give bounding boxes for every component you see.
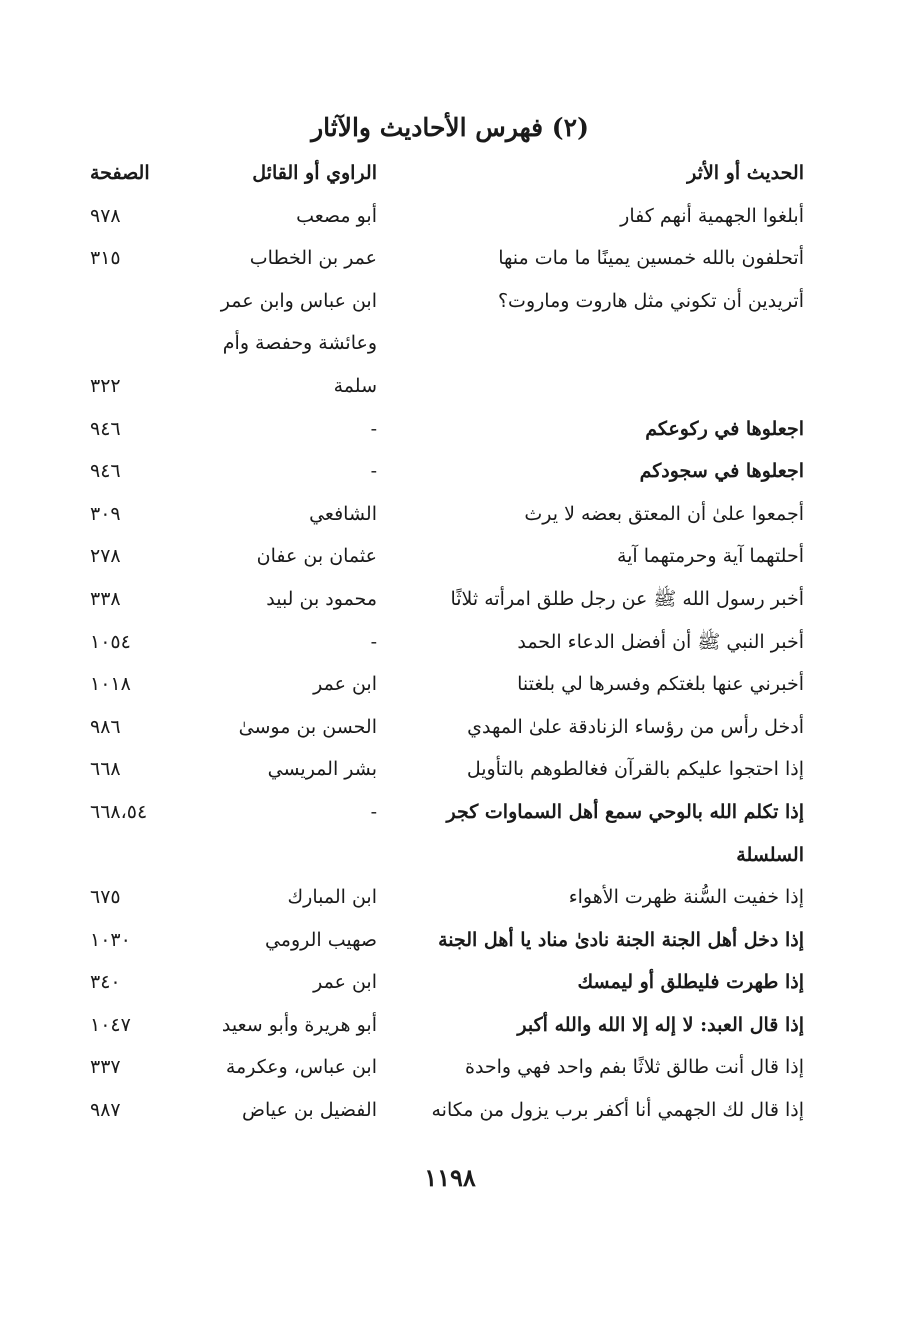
hadith-text: أحلتهما آية وحرمتهما آية	[616, 545, 804, 568]
page-ref: ١٠٤٧	[90, 1013, 131, 1036]
narrator-name: محمود بن لبيد	[266, 587, 377, 610]
table-row	[82, 706, 804, 749]
column-header-narrator: الراوي أو القائل	[252, 162, 377, 184]
narrator-name: الفضيل بن عياض	[242, 1099, 377, 1122]
page-ref: ٦٦٨	[90, 758, 121, 781]
table-header-row	[82, 152, 804, 195]
hadith-text: إذا قال العبد: لا إله إلا الله والله أكبر	[517, 1013, 804, 1036]
narrator-name: الحسن بن موسىٰ	[238, 715, 377, 738]
hadith-index-table	[82, 152, 804, 1132]
page-ref: ٣٤٠	[90, 971, 121, 994]
column-header-hadith: الحديث أو الأثر	[687, 162, 804, 184]
table-row	[82, 748, 804, 791]
page-ref: ٩٧٨	[90, 204, 121, 227]
table-row	[82, 408, 804, 451]
table-row	[82, 493, 804, 536]
table-row	[82, 919, 804, 962]
hadith-text: إذا احتجوا عليكم بالقرآن فغالطوهم بالتأويل	[466, 758, 804, 781]
table-row	[82, 876, 804, 919]
page-ref: ٣٣٨	[90, 587, 121, 610]
page-ref: ١٠١٨	[90, 673, 131, 696]
narrator-name: صهيب الرومي	[264, 928, 377, 951]
hadith-text: إذا تكلم الله بالوحي سمع أهل السماوات كجر السلسلة	[446, 800, 804, 866]
page-ref: ٦٦٨،٥٤	[90, 800, 148, 823]
hadith-text: أتريدين أن تكوني مثل هاروت وماروت؟	[497, 289, 804, 312]
page-ref: ٦٧٥	[90, 886, 121, 909]
narrator-name: ابن عمر	[313, 971, 377, 994]
table-row	[82, 578, 804, 621]
table-row	[82, 663, 804, 706]
page-ref: ٣١٥	[90, 247, 121, 270]
narrator-name: -	[370, 800, 377, 823]
column-header-page: الصفحة	[90, 162, 150, 184]
narrator-name: ابن عمر	[313, 673, 377, 696]
table-row	[82, 280, 804, 408]
table-row	[82, 791, 804, 876]
page-ref: ٩٨٧	[90, 1099, 121, 1122]
table-row	[82, 621, 804, 664]
narrator-name: أبو هريرة وأبو سعيد	[221, 1013, 377, 1036]
page-ref: ٩٤٦	[90, 460, 121, 483]
table-row	[82, 1004, 804, 1047]
page-ref: ١٠٣٠	[90, 928, 131, 951]
page-ref: ٩٨٦	[90, 715, 121, 738]
hadith-text: أخبر رسول الله ﷺ عن رجل طلق امرأته ثلاثًا	[450, 587, 804, 610]
table-row	[82, 1046, 804, 1089]
page-ref: ١٠٥٤	[90, 630, 131, 653]
hadith-text: إذا قال أنت طالق ثلاثًا بفم واحد فهي واحدة	[464, 1056, 804, 1079]
table-row	[82, 535, 804, 578]
hadith-text: إذا طهرت فليطلق أو ليمسك	[577, 971, 804, 994]
hadith-text: أخبر النبي ﷺ أن أفضل الدعاء الحمد	[517, 630, 804, 653]
page-ref: ٩٤٦	[90, 417, 121, 440]
hadith-text: اجعلوها في ركوعكم	[645, 417, 804, 440]
page-ref: ٣٣٧	[90, 1056, 121, 1079]
hadith-text: إذا قال لك الجهمي أنا أكفر برب يزول من مكانه	[431, 1099, 804, 1122]
narrator-name: -	[370, 460, 377, 483]
hadith-text: أجمعوا علىٰ أن المعتق بعضه لا يرث	[524, 502, 804, 525]
narrator-name: -	[370, 417, 377, 440]
hadith-text: أخبرني عنها بلغتكم وفسرها لي بلغتنا	[517, 673, 804, 696]
narrator-name: ابن عباس وابن عمر وعائشة وحفصة وأم سلمة	[220, 289, 377, 397]
narrator-name: ابن المبارك	[287, 886, 377, 909]
hadith-text: إذا دخل أهل الجنة الجنة نادىٰ مناد يا أهل الجنة	[438, 928, 804, 951]
page-ref: ٣٠٩	[90, 502, 121, 525]
narrator-name: بشر المريسي	[267, 758, 377, 781]
table-row	[82, 237, 804, 280]
index-title: (٢) فهرس الأحاديث والآثار	[311, 113, 589, 142]
table-row	[82, 1089, 804, 1132]
narrator-name: أبو مصعب	[296, 204, 377, 227]
narrator-name: عمر بن الخطاب	[249, 247, 377, 270]
page-ref: ٢٧٨	[90, 545, 121, 568]
page-ref: ٣٢٢	[90, 374, 121, 397]
narrator-name: الشافعي	[309, 502, 377, 525]
narrator-name: عثمان بن عفان	[256, 545, 377, 568]
hadith-text: إذا خفيت السُّنة ظهرت الأهواء	[568, 886, 804, 909]
hadith-text: أبلغوا الجهمية أنهم كفار	[620, 204, 804, 227]
page-number: ١١٩٨	[424, 1163, 476, 1192]
narrator-name: ابن عباس، وعكرمة	[225, 1056, 377, 1079]
table-row	[82, 195, 804, 238]
table-row	[82, 450, 804, 493]
narrator-name: -	[370, 630, 377, 653]
hadith-text: أدخل رأس من رؤساء الزنادقة علىٰ المهدي	[467, 715, 804, 738]
hadith-text: أتحلفون بالله خمسين يمينًا ما مات منها	[498, 247, 804, 270]
hadith-text: اجعلوها في سجودكم	[639, 460, 804, 483]
table-row	[82, 961, 804, 1004]
